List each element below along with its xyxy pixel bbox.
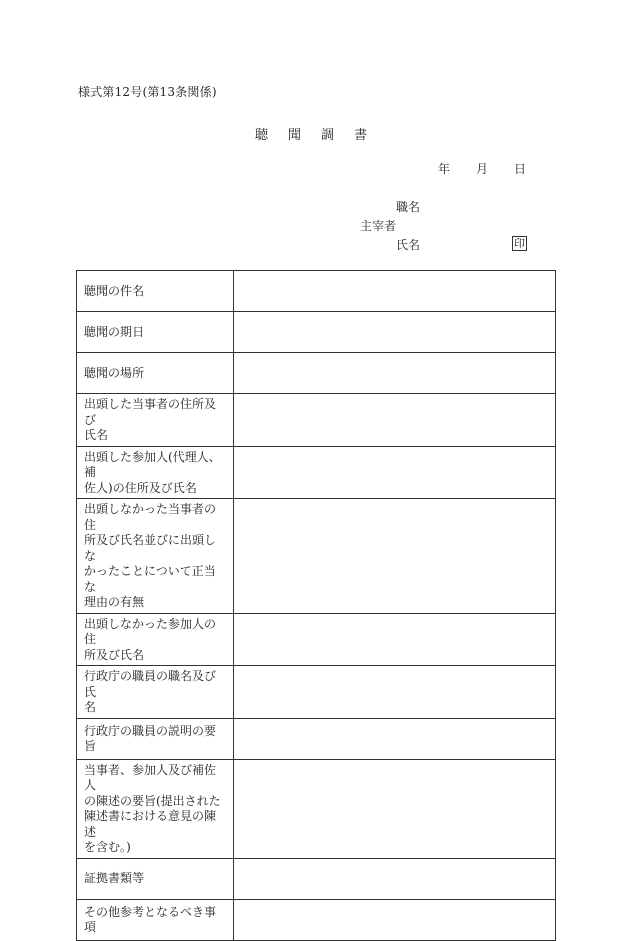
row-value-cell[interactable] (234, 899, 556, 940)
row-value-cell[interactable] (234, 394, 556, 447)
date-day: 日 (514, 162, 527, 176)
row-label-line (84, 871, 227, 887)
table-row (77, 718, 556, 759)
row-label-cell (77, 394, 234, 447)
row-label-char: の (108, 365, 121, 380)
row-label-char: 所 (136, 480, 149, 495)
row-label-char: 由 (96, 595, 109, 609)
row-label-char: の (112, 480, 125, 495)
title-char: 調 (321, 128, 335, 143)
date-month: 月 (476, 162, 489, 176)
row-label-char: む (108, 840, 121, 854)
row-label-char: 人 (96, 480, 109, 495)
row-label-char: 書 (108, 871, 121, 886)
row-value-cell[interactable] (234, 759, 556, 858)
row-label-char: 。 (120, 840, 127, 854)
row-label-cell (77, 271, 234, 312)
table-row (77, 858, 556, 899)
title-char: 聴 (255, 128, 269, 143)
row-label-cell (77, 353, 234, 394)
row-label-char: 証 (84, 871, 97, 886)
row-label-cell (77, 899, 234, 940)
row-label-char: 聞 (96, 365, 109, 380)
row-label-char: び (160, 480, 173, 495)
row-value-cell[interactable] (234, 353, 556, 394)
title-char: 聞 (288, 128, 302, 143)
row-label-char: 拠 (96, 871, 109, 886)
row-label-line (84, 481, 227, 497)
row-label-char: 所 (132, 365, 145, 380)
row-label-line: 行政庁の職員の職名及び氏 (84, 669, 217, 699)
table-row (77, 499, 556, 614)
table-row (77, 394, 556, 447)
row-label-char: 有 (120, 595, 133, 609)
row-label-cell (77, 499, 234, 614)
row-label-line (84, 428, 227, 444)
row-label-line: の陳述の要旨(提出された (84, 793, 221, 808)
row-label-line: 陳述書における意見の陳述 (84, 809, 217, 839)
row-value-cell[interactable] (234, 613, 556, 666)
row-label-char: 期 (120, 324, 133, 339)
row-label-char: 聴 (84, 283, 97, 298)
presider-label: 主宰者 (360, 219, 397, 233)
row-label-char: の (108, 283, 121, 298)
row-value-cell[interactable] (234, 718, 556, 759)
row-value-cell[interactable] (234, 499, 556, 614)
row-label-char: を (84, 840, 97, 854)
form-number: 様式第12号(第13条関係) (78, 85, 217, 99)
row-label-char: 名 (132, 647, 145, 662)
row-label-cell (77, 312, 234, 353)
row-value-cell[interactable] (234, 666, 556, 719)
row-label-line: 出頭しなかった当事者の住 (84, 502, 217, 532)
row-label-line: その他参考となるべき事項 (84, 904, 217, 934)
table-row (77, 271, 556, 312)
row-label-char: 等 (132, 871, 145, 886)
row-value-cell[interactable] (234, 271, 556, 312)
job-title-label: 職名 (396, 200, 421, 214)
table-row (77, 899, 556, 940)
row-label-char: の (108, 324, 121, 339)
row-value-cell[interactable] (234, 312, 556, 353)
row-value-cell[interactable] (234, 446, 556, 499)
row-label-char: 聴 (84, 365, 97, 380)
row-label-line (84, 284, 227, 300)
row-label-char: 日 (132, 324, 145, 339)
row-label-char: 聴 (84, 324, 97, 339)
row-label-char: 名 (184, 480, 197, 495)
row-label-cell (77, 858, 234, 899)
row-label-char: 名 (132, 283, 145, 298)
row-label-line (84, 366, 227, 382)
row-label-line: 出頭した当事者の住所及び (84, 397, 217, 427)
row-label-line: 行政庁の職員の説明の要旨 (84, 723, 217, 753)
row-label-line: 出頭した参加人(代理人、補 (84, 449, 221, 479)
row-label-line: 所及び氏名並びに出頭しな (84, 533, 217, 563)
row-label-line: かったことについて正当な (84, 564, 216, 594)
row-label-line (84, 595, 227, 611)
row-value-cell[interactable] (234, 858, 556, 899)
table-row (77, 666, 556, 719)
row-label-cell (77, 759, 234, 858)
row-label-char: ) (126, 840, 131, 854)
document-title (255, 124, 387, 143)
row-label-char: 理 (84, 595, 97, 609)
row-label-char: 聞 (96, 324, 109, 339)
hearing-record-table (76, 270, 556, 941)
row-label-char: 氏 (120, 647, 133, 662)
row-label-char: 氏 (172, 480, 185, 495)
row-label-char: 佐 (84, 480, 97, 495)
row-label-cell (77, 718, 234, 759)
row-label-char: 無 (132, 595, 145, 609)
date-year: 年 (438, 162, 451, 176)
row-label-line: 出頭しなかった参加人の住 (84, 616, 217, 646)
table-row (77, 312, 556, 353)
seal-mark: 印 (514, 237, 525, 250)
row-label-char: 及 (148, 480, 161, 495)
row-label-cell (77, 613, 234, 666)
row-label-line (84, 840, 227, 856)
row-label-line: 当事者、参加人及び補佐人 (84, 762, 217, 792)
date-line (438, 160, 552, 177)
row-label-line: 名 (84, 700, 97, 714)
row-label-char: び (108, 647, 121, 662)
row-label-char: 類 (120, 871, 133, 886)
table-row (77, 613, 556, 666)
table-row (77, 759, 556, 858)
row-label-char: 所 (84, 647, 97, 662)
row-label-char: 氏 (84, 428, 97, 442)
row-label-char: 件 (120, 283, 133, 298)
row-label-char: 聞 (96, 283, 109, 298)
row-label-char: 及 (96, 647, 109, 662)
row-label-cell (77, 666, 234, 719)
row-label-line (84, 648, 227, 664)
title-char: 書 (354, 128, 368, 143)
row-label-cell (77, 446, 234, 499)
row-label-char: 住 (124, 480, 137, 495)
table-row (77, 446, 556, 499)
row-label-char: 含 (96, 840, 109, 854)
row-label-char: の (108, 595, 121, 609)
row-label-line (84, 325, 227, 341)
name-label: 氏名 (396, 238, 421, 252)
row-label-char: 名 (96, 428, 109, 442)
row-label-char: ) (108, 480, 113, 495)
row-label-char: 場 (120, 365, 133, 380)
table-row (77, 353, 556, 394)
